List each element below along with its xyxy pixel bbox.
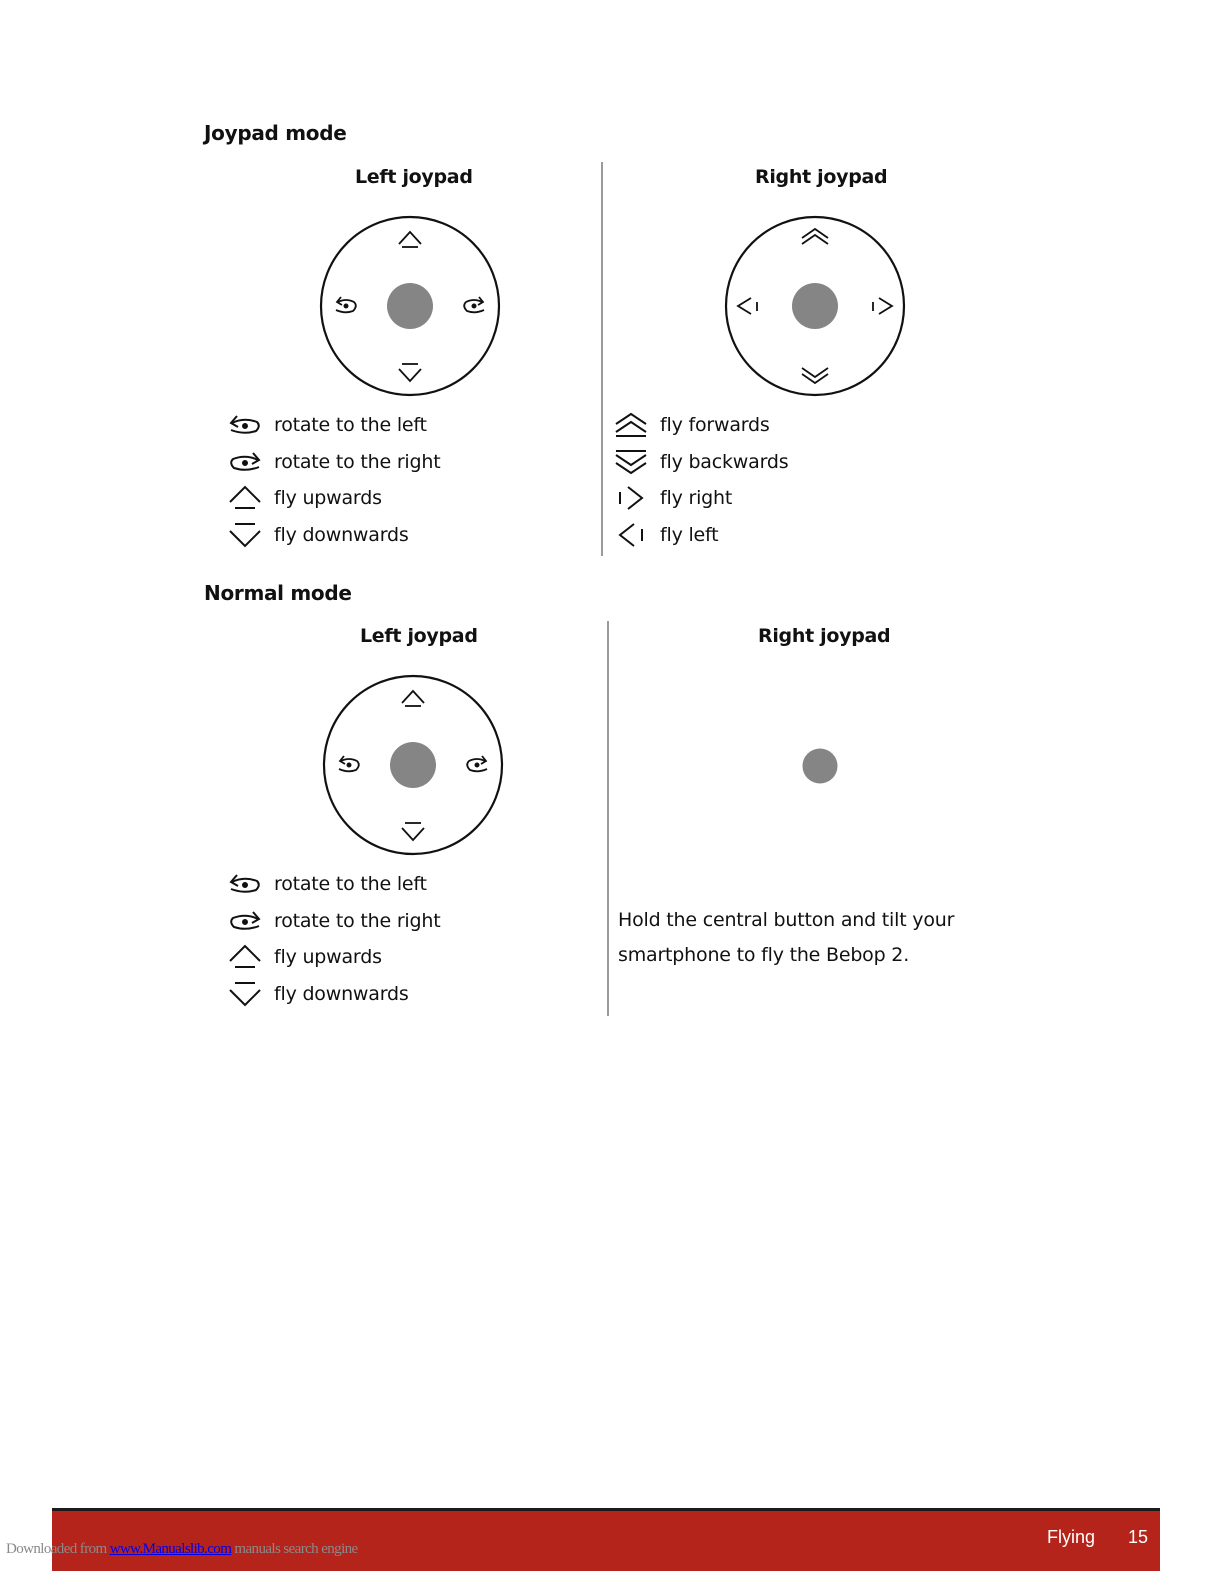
rotate-left-icon: [228, 870, 262, 898]
rotate-left-icon: [228, 411, 262, 439]
central-button: [801, 747, 839, 785]
fly-forward-icon: [614, 411, 648, 439]
list-item: rotate to the left: [228, 407, 440, 444]
rotate-right-icon: [228, 907, 262, 935]
fly-up-icon: [228, 943, 262, 971]
rotate-left-icon: [336, 297, 356, 312]
list-item: rotate to the right: [228, 444, 440, 481]
manualslib-link[interactable]: www.Manualslib.com: [109, 1541, 232, 1557]
download-note: Downloaded from www.Manualslib.com manuals search engine: [6, 1541, 358, 1557]
rotate-right-icon: [467, 756, 487, 771]
left-joypad-diagram: [321, 673, 505, 857]
list-item: fly forwards: [614, 407, 788, 444]
joypad-knob: [387, 283, 433, 329]
list-item: rotate to the left: [228, 866, 440, 903]
rotate-right-icon: [228, 448, 262, 476]
left-joypad-diagram: [318, 214, 502, 398]
normal-left-legend: [228, 866, 440, 1012]
fly-up-icon: [228, 484, 262, 512]
rotate-right-icon: [464, 297, 484, 312]
joypad-knob: [390, 742, 436, 788]
list-item: fly downwards: [228, 517, 440, 554]
normal-right-heading: Right joypad: [758, 625, 891, 647]
joypad-left-legend: [228, 407, 440, 553]
tilt-instructions: Hold the central button and tilt your smartphone to fly the Bebop 2.: [618, 909, 955, 966]
footer-section-label: Flying: [1047, 1527, 1096, 1547]
normal-mode-title: Normal mode: [204, 581, 352, 605]
list-item: fly downwards: [228, 976, 440, 1013]
column-divider: [601, 162, 603, 556]
fly-right-icon: [614, 484, 648, 512]
list-item: fly backwards: [614, 444, 788, 481]
fly-down-icon: [402, 823, 424, 840]
fly-right-icon: [873, 298, 892, 314]
list-item: rotate to the right: [228, 903, 440, 940]
column-divider: [607, 621, 609, 1016]
list-item: fly left: [614, 517, 788, 554]
fly-left-icon: [614, 521, 648, 549]
joypad-left-heading: Left joypad: [355, 166, 473, 188]
fly-down-icon: [228, 980, 262, 1008]
fly-up-icon: [399, 232, 421, 247]
fly-forward-icon: [802, 229, 828, 244]
fly-left-icon: [738, 298, 757, 314]
fly-down-icon: [228, 521, 262, 549]
list-item: fly upwards: [228, 939, 440, 976]
normal-left-heading: Left joypad: [360, 625, 478, 647]
fly-backward-icon: [614, 448, 648, 476]
fly-backward-icon: [802, 368, 828, 383]
joypad-mode-title: Joypad mode: [204, 121, 347, 145]
page-number: 15: [1128, 1527, 1149, 1547]
joypad-right-legend: [614, 407, 788, 553]
right-joypad-diagram: [723, 214, 907, 398]
fly-up-icon: [402, 691, 424, 706]
list-item: fly upwards: [228, 480, 440, 517]
list-item: fly right: [614, 480, 788, 517]
footer-bar: [52, 1508, 1160, 1571]
rotate-left-icon: [339, 756, 359, 771]
joypad-knob: [792, 283, 838, 329]
fly-down-icon: [399, 364, 421, 381]
joypad-right-heading: Right joypad: [755, 166, 888, 188]
